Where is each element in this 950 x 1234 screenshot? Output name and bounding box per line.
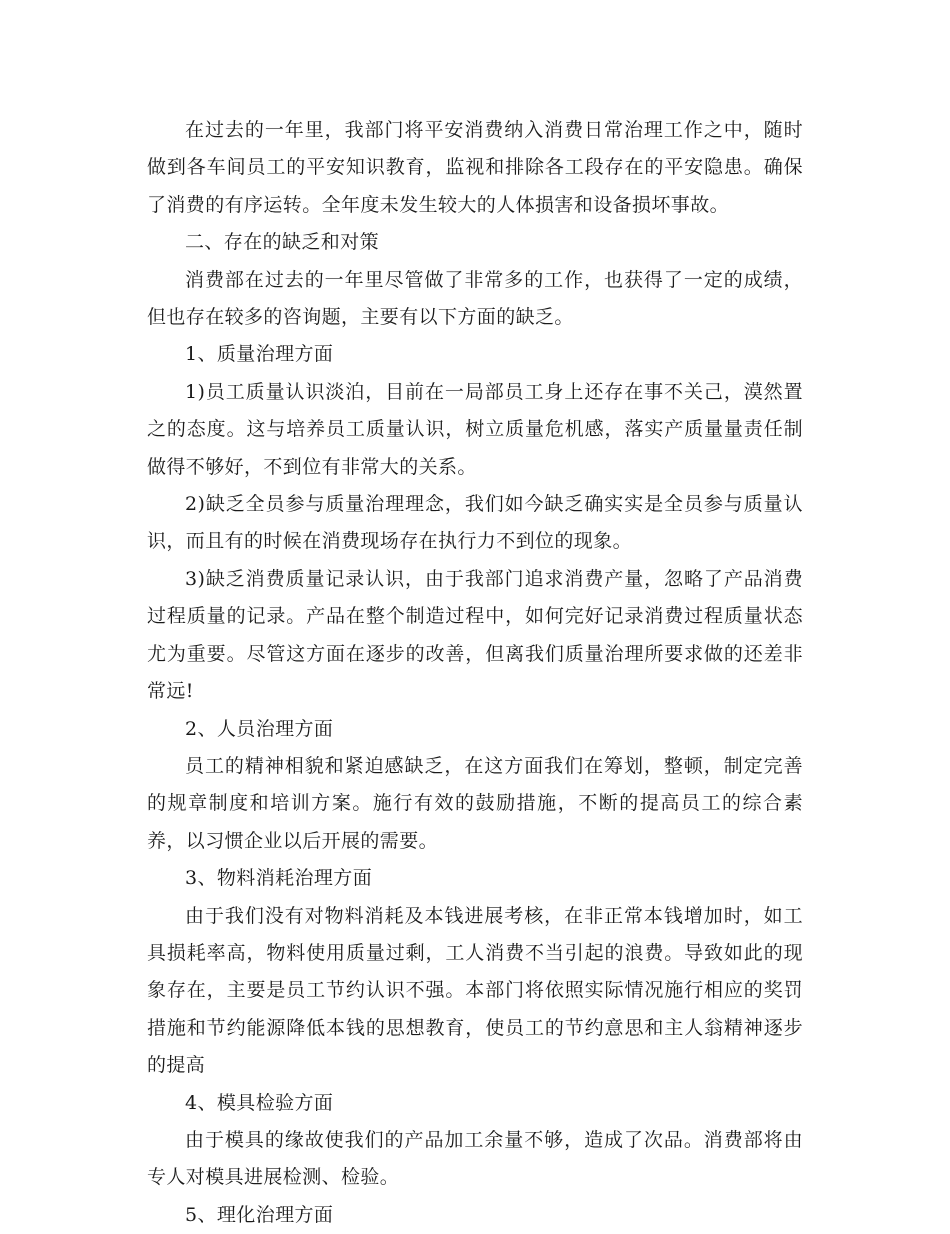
paragraph-mold-inspection: 由于模具的缘故使我们的产品加工余量不够，造成了次品。消费部将由专人对模具进展检测、检验。	[147, 1128, 803, 1189]
paragraph-quality-item-1: 1)员工质量认识淡泊，目前在一局部员工身上还存在事不关己，漠然置之的态度。这与培养员工质量认识，树立质量危机感，落实产质量量责任制做得不够好，不到位有非常大的关系。	[147, 380, 803, 478]
paragraph-quality-item-2: 2)缺乏全员参与质量治理理念，我们如今缺乏确实实是全员参与质量认识，而且有的时候在消费现场存在执行力不到位的现象。	[147, 493, 803, 553]
subheading-quality-management: 1、质量治理方面	[185, 343, 334, 366]
section-heading-shortcomings: 二、存在的缺乏和对策	[185, 231, 380, 254]
paragraph-quality-item-3: 3)缺乏消费质量记录认识，由于我部门追求消费产量，忽略了产品消费过程质量的记录。产品在整个制造过程中，如何完好记录消费过程质量状态尤为重要。尽管这方面在逐步的改善，但离我们质量治理所要求做的还差非常远!	[147, 567, 803, 703]
paragraph-personnel: 员工的精神相貌和紧迫感缺乏，在这方面我们在筹划，整顿，制定完善的规章制度和培训方案。施行有效的鼓励措施，不断的提高员工的综合素养，以习惯企业以后开展的需要。	[147, 754, 803, 852]
subheading-personnel-management: 2、人员治理方面	[185, 717, 334, 740]
subheading-mold-inspection: 4、模具检验方面	[185, 1091, 334, 1114]
document-body	[147, 112, 803, 1234]
subheading-material-consumption: 3、物料消耗治理方面	[185, 867, 373, 890]
subheading-physicochemical-management: 5、理化治理方面	[185, 1203, 334, 1226]
paragraph-shortcomings-intro: 消费部在过去的一年里尽管做了非常多的工作，也获得了一定的成绩，但也存在较多的咨询题，主要有以下方面的缺乏。	[147, 268, 803, 329]
paragraph-material-consumption: 由于我们没有对物料消耗及本钱进展考核，在非正常本钱增加时，如工具损耗率高，物料使用质量过剩，工人消费不当引起的浪费。导致如此的现象存在，主要是员工节约认识不强。本部门将依照实际情况施行相应的奖罚措施和节约能源降低本钱的思想教育，使员工的节约意思和主人翁精神逐步的提高	[147, 904, 803, 1077]
paragraph-safety-summary: 在过去的一年里，我部门将平安消费纳入消费日常治理工作之中，随时做到各车间员工的平安知识教育，监视和排除各工段存在的平安隐患。确保了消费的有序运转。全年度未发生较大的人体损害和设备损坏事故。	[147, 119, 803, 216]
